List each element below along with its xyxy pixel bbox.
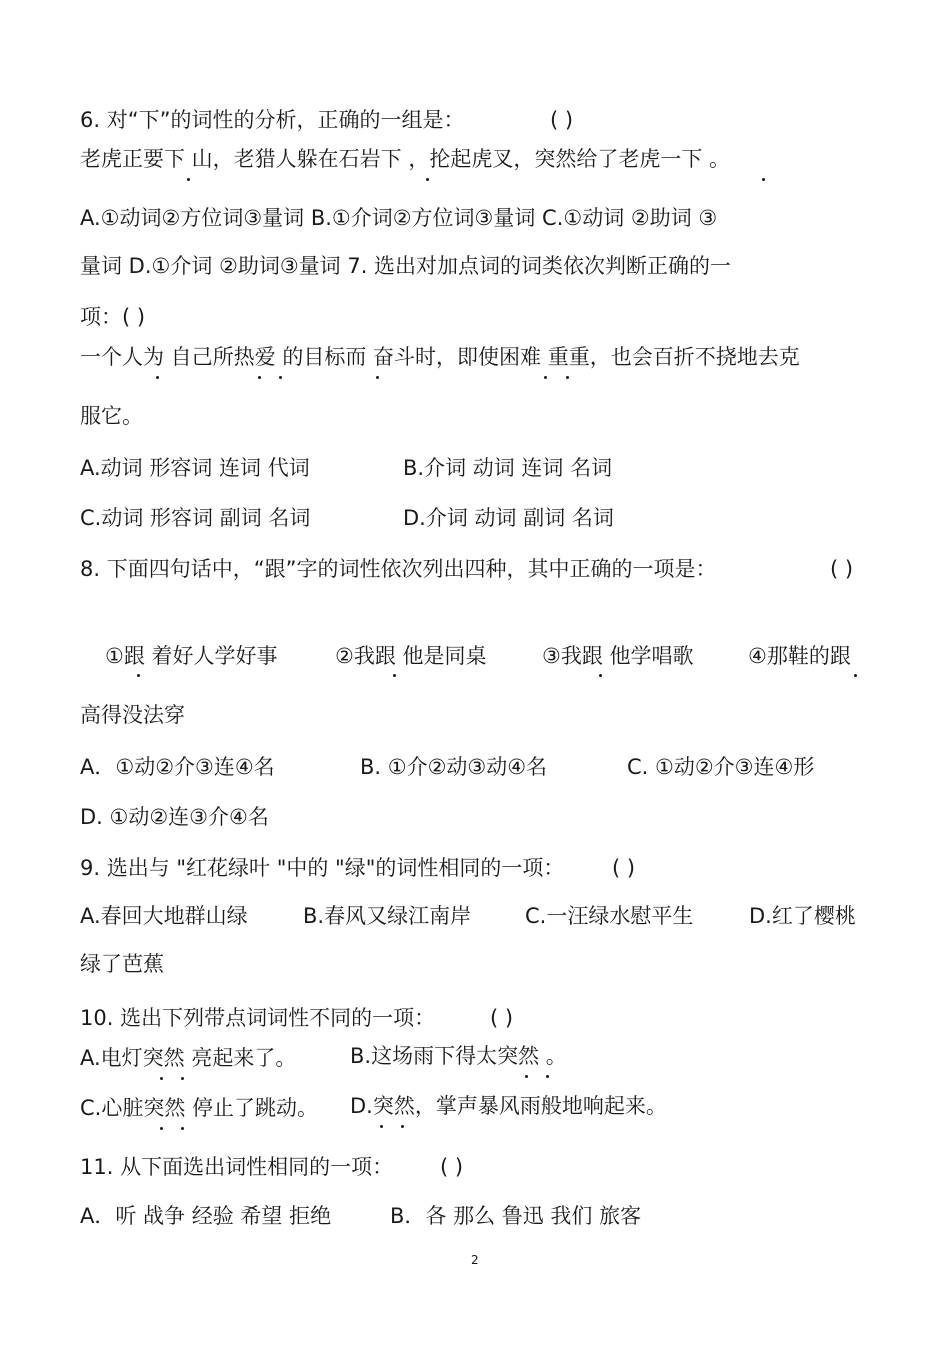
page-number: 2 [471,1253,479,1267]
emphasis-dot [160,1127,163,1130]
emphasis-dot [258,376,261,379]
q7-option-a: A.动词 形容词 连词 代词 [80,456,310,480]
q7-sentence-end: 服它。 [80,404,143,428]
q9-option-c: C.一汪绿水慰平生 [525,904,694,928]
emphasis-dot [546,1075,549,1078]
q7-option-b: B.介词 动词 连词 名词 [403,456,613,480]
q9-option-d: D.红了樱桃 [749,904,856,928]
q10-option-d: D.突然，掌声暴风雨般地响起来。 [350,1094,667,1118]
q8-option-c: C. ①动②介③连④形 [627,755,815,779]
emphasis-dot [762,178,765,181]
q11-answer-paren: ( ) [440,1155,464,1179]
q7-option-c: C.动词 形容词 副词 名词 [80,506,311,530]
emphasis-dot [525,1075,528,1078]
emphasis-dot [426,178,429,181]
emphasis-dot [376,376,379,379]
q10-answer-paren: ( ) [490,1006,514,1030]
q11-stem: 11. 从下面选出词性相同的一项： [80,1155,394,1179]
emphasis-dot [599,674,602,677]
emphasis-dot [181,1127,184,1130]
q11-option-b: B．各 那么 鲁迅 我们 旅客 [390,1204,642,1228]
q6-sentence: 老虎正要下 山，老猎人躲在石岩下 ，抡起虎叉，突然给了老虎一下 。 [80,147,731,171]
emphasis-dot [279,376,282,379]
emphasis-dot [160,1077,163,1080]
q10-stem: 10. 选出下列带点词词性不同的一项： [80,1006,436,1030]
q8-option-b: B. ①介②动③动④名 [360,755,548,779]
q8-sentence-4-end: 高得没法穿 [80,703,185,727]
q8-sentence-2: ②我跟 他是同桌 [335,644,487,668]
q10-option-a: A.电灯突然 亮起来了。 [80,1046,297,1070]
emphasis-dot [566,376,569,379]
q6-options: A.①动词②方位词③量词 B.①介词②方位词③量词 C.①动词 ②助词 ③ [80,206,718,230]
q8-sentence-4: ④那鞋的跟 [748,644,851,668]
q7-sentence: 一个人为 自己所热爱 的目标而 奋斗时，即使困难 重重，也会百折不挠地去克 [80,345,800,369]
q7-stem-end: 项：( ) [80,305,146,329]
emphasis-dot [181,1077,184,1080]
q10-option-b: B.这场雨下得太突然 。 [350,1044,567,1068]
q9-answer-paren: ( ) [612,856,636,880]
q8-option-d: D. ①动②连③介④名 [80,805,269,829]
q8-stem: 8. 下面四句话中，“跟”字的词性依次列出四种，其中正确的一项是： [80,557,717,581]
q7-option-d: D.介词 动词 副词 名词 [403,506,614,530]
q9-option-b: B.春风又绿江南岸 [303,904,472,928]
emphasis-dot [380,1125,383,1128]
emphasis-dot [544,376,547,379]
emphasis-dot [401,1125,404,1128]
q8-answer-paren: ( ) [830,557,854,581]
q10-option-c: C.心脏突然 停止了跳动。 [80,1096,319,1120]
emphasis-dot [137,674,140,677]
q6-options-cont: 量词 D.①介词 ②助词③量词 7. 选出对加点词的词类依次判断正确的一 [80,254,732,278]
q6-stem: 6. 对“下”的词性的分析，正确的一组是： [80,108,465,132]
emphasis-dot [393,674,396,677]
emphasis-dot [156,376,159,379]
emphasis-dot [187,178,190,181]
q8-sentence-3: ③我跟 他学唱歌 [542,644,694,668]
q8-option-a: A．①动②介③连④名 [80,755,275,779]
q9-option-d-end: 绿了芭蕉 [80,952,164,976]
q6-answer-paren: ( ) [550,108,574,132]
q11-option-a: A．听 战争 经验 希望 拒绝 [80,1204,332,1228]
q9-stem: 9. 选出与 "红花绿叶 "中的 "绿"的词性相同的一项： [80,856,565,880]
emphasis-dot [854,674,857,677]
q8-sentence-1: ①跟 着好人学好事 [105,644,278,668]
q9-option-a: A.春回大地群山绿 [80,904,248,928]
